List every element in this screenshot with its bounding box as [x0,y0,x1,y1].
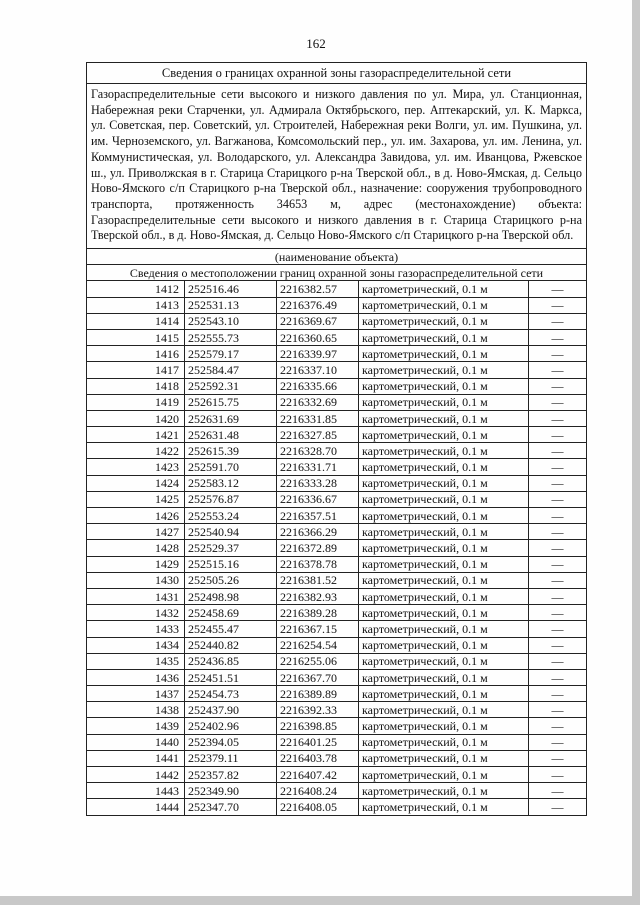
table-row [87,686,587,702]
point-number: 1444 [87,799,185,815]
note: — [529,621,587,637]
coord-x: 252349.90 [185,783,277,799]
table-row [87,394,587,410]
method-accuracy: картометрический, 0.1 м [359,669,529,685]
coord-y: 2216335.66 [277,378,359,394]
point-number: 1439 [87,718,185,734]
coord-x: 252455.47 [185,621,277,637]
coord-y: 2216366.29 [277,524,359,540]
coord-x: 252402.96 [185,718,277,734]
point-number: 1433 [87,621,185,637]
note: — [529,540,587,556]
coord-y: 2216381.52 [277,572,359,588]
coord-y: 2216382.57 [277,281,359,297]
table-row [87,540,587,556]
point-number: 1419 [87,394,185,410]
coord-x: 252579.17 [185,346,277,362]
table-row [87,750,587,766]
coord-y: 2216392.33 [277,702,359,718]
note: — [529,475,587,491]
coord-x: 252498.98 [185,588,277,604]
method-accuracy: картометрический, 0.1 м [359,750,529,766]
table-row [87,702,587,718]
coord-x: 252505.26 [185,572,277,588]
note: — [529,394,587,410]
note: — [529,718,587,734]
note: — [529,734,587,750]
method-accuracy: картометрический, 0.1 м [359,524,529,540]
point-number: 1443 [87,783,185,799]
coord-y: 2216398.85 [277,718,359,734]
point-number: 1438 [87,702,185,718]
coord-y: 2216332.69 [277,394,359,410]
object-caption: (наименование объекта) [87,249,587,265]
page-number: 162 [306,36,326,51]
method-accuracy: картометрический, 0.1 м [359,394,529,410]
coord-x: 252347.70 [185,799,277,815]
table-row [87,443,587,459]
point-number: 1422 [87,443,185,459]
method-accuracy: картометрический, 0.1 м [359,427,529,443]
table-row [87,669,587,685]
section-title: Сведения о границах охранной зоны газораспределительной сети [87,63,587,84]
note: — [529,767,587,783]
note: — [529,572,587,588]
point-number: 1431 [87,588,185,604]
note: — [529,281,587,297]
method-accuracy: картометрический, 0.1 м [359,459,529,475]
coord-x: 252437.90 [185,702,277,718]
method-accuracy: картометрический, 0.1 м [359,686,529,702]
coord-x: 252631.69 [185,410,277,426]
coord-x: 252394.05 [185,734,277,750]
note: — [529,459,587,475]
table-row [87,637,587,653]
table-row [87,491,587,507]
coord-x: 252543.10 [185,313,277,329]
point-number: 1435 [87,653,185,669]
caption-row [87,249,587,265]
note: — [529,702,587,718]
table-row [87,556,587,572]
coord-y: 2216389.28 [277,605,359,621]
note: — [529,313,587,329]
method-accuracy: картометрический, 0.1 м [359,556,529,572]
coord-y: 2216328.70 [277,443,359,459]
method-accuracy: картометрический, 0.1 м [359,508,529,524]
method-accuracy: картометрический, 0.1 м [359,605,529,621]
note: — [529,799,587,815]
point-number: 1416 [87,346,185,362]
coord-y: 2216367.15 [277,621,359,637]
coord-x: 252516.46 [185,281,277,297]
table-row [87,459,587,475]
method-accuracy: картометрический, 0.1 м [359,378,529,394]
coord-y: 2216255.06 [277,653,359,669]
note: — [529,750,587,766]
coord-y: 2216327.85 [277,427,359,443]
method-accuracy: картометрический, 0.1 м [359,491,529,507]
point-number: 1426 [87,508,185,524]
point-number: 1442 [87,767,185,783]
description-row [87,84,587,249]
note: — [529,508,587,524]
note: — [529,329,587,345]
coord-y: 2216372.89 [277,540,359,556]
note: — [529,491,587,507]
coord-x: 252583.12 [185,475,277,491]
method-accuracy: картометрический, 0.1 м [359,475,529,491]
note: — [529,427,587,443]
point-number: 1413 [87,297,185,313]
note: — [529,297,587,313]
point-number: 1424 [87,475,185,491]
table-row [87,329,587,345]
coord-x: 252515.16 [185,556,277,572]
coord-x: 252436.85 [185,653,277,669]
method-accuracy: картометрический, 0.1 м [359,718,529,734]
coord-y: 2216401.25 [277,734,359,750]
coord-x: 252584.47 [185,362,277,378]
coord-x: 252553.24 [185,508,277,524]
note: — [529,378,587,394]
coord-y: 2216407.42 [277,767,359,783]
table-row [87,427,587,443]
method-accuracy: картометрический, 0.1 м [359,297,529,313]
section-title-row [87,63,587,84]
table-row [87,378,587,394]
coord-y: 2216333.28 [277,475,359,491]
point-number: 1434 [87,637,185,653]
coord-y: 2216357.51 [277,508,359,524]
coord-y: 2216378.78 [277,556,359,572]
table-row [87,572,587,588]
coord-y: 2216331.71 [277,459,359,475]
table-row [87,313,587,329]
method-accuracy: картометрический, 0.1 м [359,653,529,669]
coord-x: 252615.75 [185,394,277,410]
table-row [87,524,587,540]
coord-x: 252440.82 [185,637,277,653]
method-accuracy: картометрический, 0.1 м [359,443,529,459]
coord-y: 2216408.24 [277,783,359,799]
point-number: 1418 [87,378,185,394]
method-accuracy: картометрический, 0.1 м [359,621,529,637]
coord-y: 2216254.54 [277,637,359,653]
method-accuracy: картометрический, 0.1 м [359,329,529,345]
point-number: 1432 [87,605,185,621]
method-accuracy: картометрический, 0.1 м [359,346,529,362]
note: — [529,588,587,604]
note: — [529,410,587,426]
point-number: 1441 [87,750,185,766]
location-title: Сведения о местоположении границ охранной зоны газораспределительной сети [87,265,587,281]
point-number: 1437 [87,686,185,702]
boundary-table [86,62,587,816]
note: — [529,443,587,459]
point-number: 1415 [87,329,185,345]
point-number: 1425 [87,491,185,507]
point-number: 1429 [87,556,185,572]
table-row [87,767,587,783]
table-row [87,362,587,378]
point-number: 1412 [87,281,185,297]
coord-x: 252576.87 [185,491,277,507]
coord-y: 2216331.85 [277,410,359,426]
coord-y: 2216367.70 [277,669,359,685]
point-number: 1436 [87,669,185,685]
point-number: 1417 [87,362,185,378]
table-row [87,718,587,734]
note: — [529,556,587,572]
coord-x: 252531.13 [185,297,277,313]
coord-x: 252540.94 [185,524,277,540]
table-row [87,297,587,313]
table-row [87,588,587,604]
method-accuracy: картометрический, 0.1 м [359,572,529,588]
method-accuracy: картометрический, 0.1 м [359,799,529,815]
coord-y: 2216376.49 [277,297,359,313]
note: — [529,783,587,799]
coord-x: 252379.11 [185,750,277,766]
coord-y: 2216339.97 [277,346,359,362]
point-number: 1420 [87,410,185,426]
method-accuracy: картометрический, 0.1 м [359,281,529,297]
method-accuracy: картометрический, 0.1 м [359,313,529,329]
table-row [87,475,587,491]
method-accuracy: картометрический, 0.1 м [359,702,529,718]
point-number: 1427 [87,524,185,540]
method-accuracy: картометрический, 0.1 м [359,362,529,378]
point-number: 1423 [87,459,185,475]
coord-x: 252631.48 [185,427,277,443]
coord-y: 2216382.93 [277,588,359,604]
coord-x: 252615.39 [185,443,277,459]
table-row [87,508,587,524]
point-number: 1440 [87,734,185,750]
method-accuracy: картометрический, 0.1 м [359,637,529,653]
method-accuracy: картометрический, 0.1 м [359,588,529,604]
point-number: 1428 [87,540,185,556]
note: — [529,524,587,540]
coord-y: 2216389.89 [277,686,359,702]
point-number: 1414 [87,313,185,329]
table-row [87,605,587,621]
method-accuracy: картометрический, 0.1 м [359,540,529,556]
note: — [529,653,587,669]
coord-x: 252454.73 [185,686,277,702]
coord-y: 2216408.05 [277,799,359,815]
coord-x: 252458.69 [185,605,277,621]
note: — [529,669,587,685]
table-row [87,653,587,669]
table-row [87,346,587,362]
coord-x: 252451.51 [185,669,277,685]
coord-y: 2216337.10 [277,362,359,378]
note: — [529,362,587,378]
table-row [87,410,587,426]
coord-y: 2216336.67 [277,491,359,507]
coord-x: 252555.73 [185,329,277,345]
note: — [529,686,587,702]
coord-x: 252591.70 [185,459,277,475]
coord-x: 252592.31 [185,378,277,394]
table-row [87,734,587,750]
method-accuracy: картометрический, 0.1 м [359,783,529,799]
note: — [529,346,587,362]
method-accuracy: картометрический, 0.1 м [359,734,529,750]
table-row [87,783,587,799]
coord-y: 2216369.67 [277,313,359,329]
note: — [529,605,587,621]
coord-y: 2216403.78 [277,750,359,766]
location-title-row [87,265,587,281]
coord-x: 252357.82 [185,767,277,783]
table-row [87,799,587,815]
note: — [529,637,587,653]
method-accuracy: картометрический, 0.1 м [359,767,529,783]
table-row [87,621,587,637]
coord-x: 252529.37 [185,540,277,556]
coord-y: 2216360.65 [277,329,359,345]
object-description: Газораспределительные сети высокого и низкого давления по ул. Мира, ул. Станционная, Набережная реки Старченки, ул. Адмирала Октябрьского, пер. Аптекарский, ул. К. Маркса, ул. Советская, пер. Советский, ул. Строителей, Набережная реки Волги, ул. им. Пушкина, ул. им. Черноземского, ул. Вагжанова, Комсомольский пер., ул. им. Захарова, ул. им. Ленина, ул. Коммунистическая, ул. Володарского, ул. Александра Завидова, ул. им. Иванцова, Ржевское ш., ул. Приволжская в г. Старица Старицкого р-на Тверской обл., в д. Ново-Ямская, д. Сельцо Ново-Ямского с/п Старицкого р-на Тверской обл., назначение: сооружения трубопроводного транспорта, протяженность 34653 м, адрес (местонахождение) объекта: Газораспределительные сети высокого и низкого давления в г. Старица Старицкого р-на Тверской обл., в д. Ново-Ямская, д. Сельцо Ново-Ямского с/п Старицкого р-на Тверской обл. [87,84,587,249]
method-accuracy: картометрический, 0.1 м [359,410,529,426]
point-number: 1421 [87,427,185,443]
table-row [87,281,587,297]
point-number: 1430 [87,572,185,588]
